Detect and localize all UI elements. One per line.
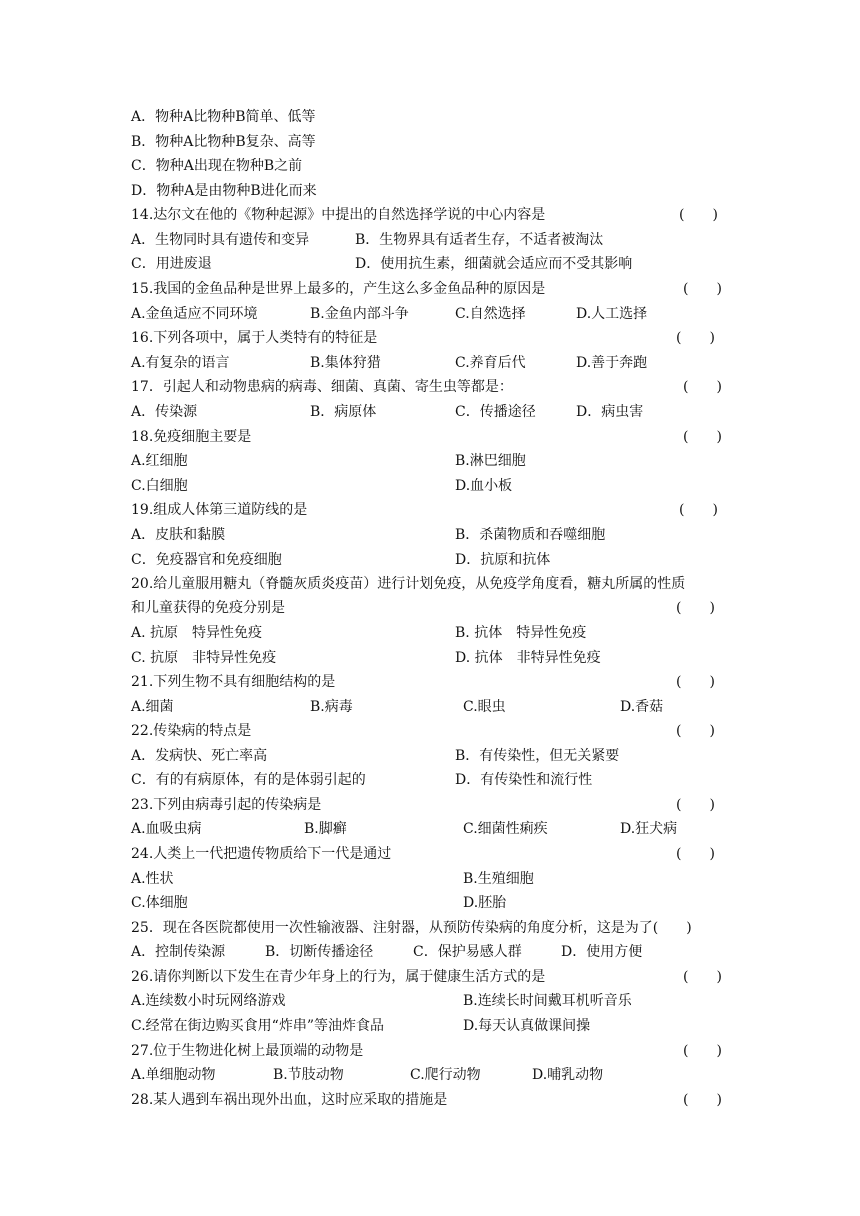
option-c: C.体细胞 bbox=[131, 895, 188, 911]
option-d: D.香菇 bbox=[620, 699, 664, 715]
question-text: 28.某人遇到车祸出现外出血，这时应采取的措施是 bbox=[131, 1092, 448, 1108]
option-line bbox=[131, 155, 731, 177]
option-b: B．切断传播途径 bbox=[265, 944, 374, 960]
option-c: C.经常在街边购买食用“炸串”等油炸食品 bbox=[131, 1018, 384, 1034]
option-d: D．使用方便 bbox=[561, 944, 643, 960]
option-c: C.细菌性痢疾 bbox=[463, 821, 548, 837]
option-a: A．控制传染源 bbox=[131, 944, 226, 960]
option-a: A．物种A比物种B简单、低等 bbox=[131, 109, 316, 125]
answer-bracket: ( ) bbox=[676, 600, 715, 616]
option-b: B.金鱼内部斗争 bbox=[310, 306, 409, 322]
option-line bbox=[131, 131, 731, 153]
answer-bracket: ( ) bbox=[683, 1043, 722, 1059]
question-28-stem bbox=[131, 1089, 731, 1111]
option-d: D.胚胎 bbox=[463, 895, 507, 911]
option-a: A.单细胞动物 bbox=[131, 1067, 216, 1083]
option-line bbox=[131, 352, 731, 374]
question-17-stem bbox=[131, 376, 731, 398]
option-a: A.性状 bbox=[131, 871, 174, 887]
question-text: 24.人类上一代把遗传物质给下一代是通过 bbox=[131, 846, 392, 862]
option-c: C.眼虫 bbox=[463, 699, 506, 715]
question-25-stem bbox=[131, 917, 731, 939]
option-b: B．杀菌物质和吞噬细胞 bbox=[455, 527, 606, 543]
option-d: D.人工选择 bbox=[576, 306, 648, 322]
option-line bbox=[131, 524, 731, 546]
option-c: C．传播途径 bbox=[455, 404, 536, 420]
option-d: D．有传染性和流行性 bbox=[455, 772, 593, 788]
question-text: 23.下列由病毒引起的传染病是 bbox=[131, 797, 322, 813]
option-b: B. 抗体 特异性免疫 bbox=[455, 625, 587, 641]
option-line bbox=[131, 475, 731, 497]
answer-bracket: ( ) bbox=[683, 969, 722, 985]
question-text: 26.请你判断以下发生在青少年身上的行为，属于健康生活方式的是 bbox=[131, 969, 546, 985]
option-a: A. 抗原 特异性免疫 bbox=[131, 625, 263, 641]
option-line bbox=[131, 253, 731, 275]
option-line bbox=[131, 647, 731, 669]
option-b: B.病毒 bbox=[310, 699, 353, 715]
option-line bbox=[131, 180, 731, 202]
option-d: D.血小板 bbox=[455, 478, 513, 494]
option-b: B．物种A比物种B复杂、高等 bbox=[131, 134, 316, 150]
answer-bracket: ( ) bbox=[676, 723, 715, 739]
question-text: 18.免疫细胞主要是 bbox=[131, 429, 252, 445]
option-d: D．病虫害 bbox=[576, 404, 644, 420]
question-14-stem bbox=[131, 204, 731, 226]
option-c: C.爬行动物 bbox=[410, 1067, 481, 1083]
option-a: A．皮肤和黏膜 bbox=[131, 527, 226, 543]
question-text: 20.给儿童服用糖丸（脊髓灰质炎疫苗）进行计划免疫，从免疫学角度看，糖丸所属的性质 bbox=[131, 576, 686, 592]
option-c: C．免疫器官和免疫细胞 bbox=[131, 552, 282, 568]
question-21-stem bbox=[131, 671, 731, 693]
question-text: 19.组成人体第三道防线的是 bbox=[131, 502, 308, 518]
question-text: 16.下列各项中，属于人类特有的特征是 bbox=[131, 330, 378, 346]
answer-bracket: ( ) bbox=[676, 330, 715, 346]
question-text: 27.位于生物进化树上最顶端的动物是 bbox=[131, 1043, 364, 1059]
option-c: C. 抗原 非特异性免疫 bbox=[131, 650, 277, 666]
question-27-stem bbox=[131, 1040, 731, 1062]
option-line bbox=[131, 696, 731, 718]
question-15-stem bbox=[131, 278, 731, 300]
option-a: A.金鱼适应不同环境 bbox=[131, 306, 258, 322]
option-a: A.血吸虫病 bbox=[131, 821, 202, 837]
question-20-stem bbox=[131, 573, 731, 595]
option-line bbox=[131, 990, 731, 1012]
option-line bbox=[131, 450, 731, 472]
question-22-stem bbox=[131, 720, 731, 742]
answer-bracket: ( ) bbox=[676, 674, 715, 690]
question-text: 15.我国的金鱼品种是世界上最多的，产生这么多金鱼品种的原因是 bbox=[131, 281, 546, 297]
question-26-stem bbox=[131, 966, 731, 988]
question-text: 22.传染病的特点是 bbox=[131, 723, 252, 739]
option-line bbox=[131, 941, 731, 963]
answer-bracket: ( ) bbox=[683, 429, 722, 445]
option-a: A．发病快、死亡率高 bbox=[131, 748, 268, 764]
question-text: 17．引起人和动物患病的病毒、细菌、真菌、寄生虫等都是： bbox=[131, 379, 513, 395]
question-text: 25．现在各医院都使用一次性输液器、注射器，从预防传染病的角度分析，这是为了( ) bbox=[131, 920, 692, 936]
option-d: D.善于奔跑 bbox=[576, 355, 648, 371]
option-a: A.红细胞 bbox=[131, 453, 188, 469]
option-line bbox=[131, 892, 731, 914]
answer-bracket: ( ) bbox=[683, 1092, 722, 1108]
option-c: C.自然选择 bbox=[455, 306, 526, 322]
option-b: B.淋巴细胞 bbox=[455, 453, 526, 469]
option-b: B.脚癣 bbox=[304, 821, 347, 837]
option-d: D.狂犬病 bbox=[620, 821, 678, 837]
option-b: B．病原体 bbox=[310, 404, 377, 420]
question-text: 和儿童获得的免疫分别是 bbox=[131, 600, 285, 616]
answer-bracket: ( ) bbox=[683, 281, 722, 297]
option-line bbox=[131, 303, 731, 325]
option-b: B.节肢动物 bbox=[273, 1067, 344, 1083]
option-line bbox=[131, 868, 731, 890]
option-line bbox=[131, 1064, 731, 1086]
option-line bbox=[131, 745, 731, 767]
answer-bracket: ( ) bbox=[683, 379, 722, 395]
option-line bbox=[131, 769, 731, 791]
question-19-stem bbox=[131, 499, 731, 521]
question-text: 14.达尔文在他的《物种起源》中提出的自然选择学说的中心内容是 bbox=[131, 207, 546, 223]
option-line bbox=[131, 401, 731, 423]
option-b: B．有传染性，但无关紧要 bbox=[455, 748, 620, 764]
option-c: C．有的有病原体，有的是体弱引起的 bbox=[131, 772, 366, 788]
option-a: A.细菌 bbox=[131, 699, 174, 715]
option-line bbox=[131, 106, 731, 128]
answer-bracket: ( ) bbox=[676, 797, 715, 813]
answer-bracket: ( ) bbox=[679, 502, 718, 518]
option-d: D.哺乳动物 bbox=[532, 1067, 604, 1083]
question-24-stem bbox=[131, 843, 731, 865]
option-c: C．保护易感人群 bbox=[413, 944, 522, 960]
option-d: D. 抗体 非特异性免疫 bbox=[455, 650, 601, 666]
option-b: B．生物界具有适者生存，不适者被淘汰 bbox=[355, 232, 604, 248]
option-line bbox=[131, 549, 731, 571]
question-text: 21.下列生物不具有细胞结构的是 bbox=[131, 674, 336, 690]
option-line bbox=[131, 1015, 731, 1037]
option-b: B.生殖细胞 bbox=[463, 871, 534, 887]
question-23-stem bbox=[131, 794, 731, 816]
option-c: C.养育后代 bbox=[455, 355, 526, 371]
option-d: D．物种A是由物种B进化而来 bbox=[131, 183, 317, 199]
option-b: B.集体狩猎 bbox=[310, 355, 381, 371]
option-a: A.连续数小时玩网络游戏 bbox=[131, 993, 286, 1009]
option-a: A．传染源 bbox=[131, 404, 198, 420]
option-line bbox=[131, 622, 731, 644]
option-a: A.有复杂的语言 bbox=[131, 355, 230, 371]
question-18-stem bbox=[131, 426, 731, 448]
option-d: D.每天认真做课间操 bbox=[463, 1018, 591, 1034]
option-c: C．物种A出现在物种B之前 bbox=[131, 158, 303, 174]
answer-bracket: ( ) bbox=[676, 846, 715, 862]
answer-bracket: ( ) bbox=[679, 207, 718, 223]
question-20-stem-cont bbox=[131, 597, 731, 619]
question-16-stem bbox=[131, 327, 731, 349]
option-line bbox=[131, 818, 731, 840]
option-d: D．抗原和抗体 bbox=[455, 552, 551, 568]
option-a: A．生物同时具有遗传和变异 bbox=[131, 232, 310, 248]
option-b: B.连续长时间戴耳机听音乐 bbox=[463, 993, 632, 1009]
option-d: D．使用抗生素，细菌就会适应而不受其影响 bbox=[355, 256, 633, 272]
option-c: C．用进废退 bbox=[131, 256, 212, 272]
option-c: C.白细胞 bbox=[131, 478, 188, 494]
option-line bbox=[131, 229, 731, 251]
